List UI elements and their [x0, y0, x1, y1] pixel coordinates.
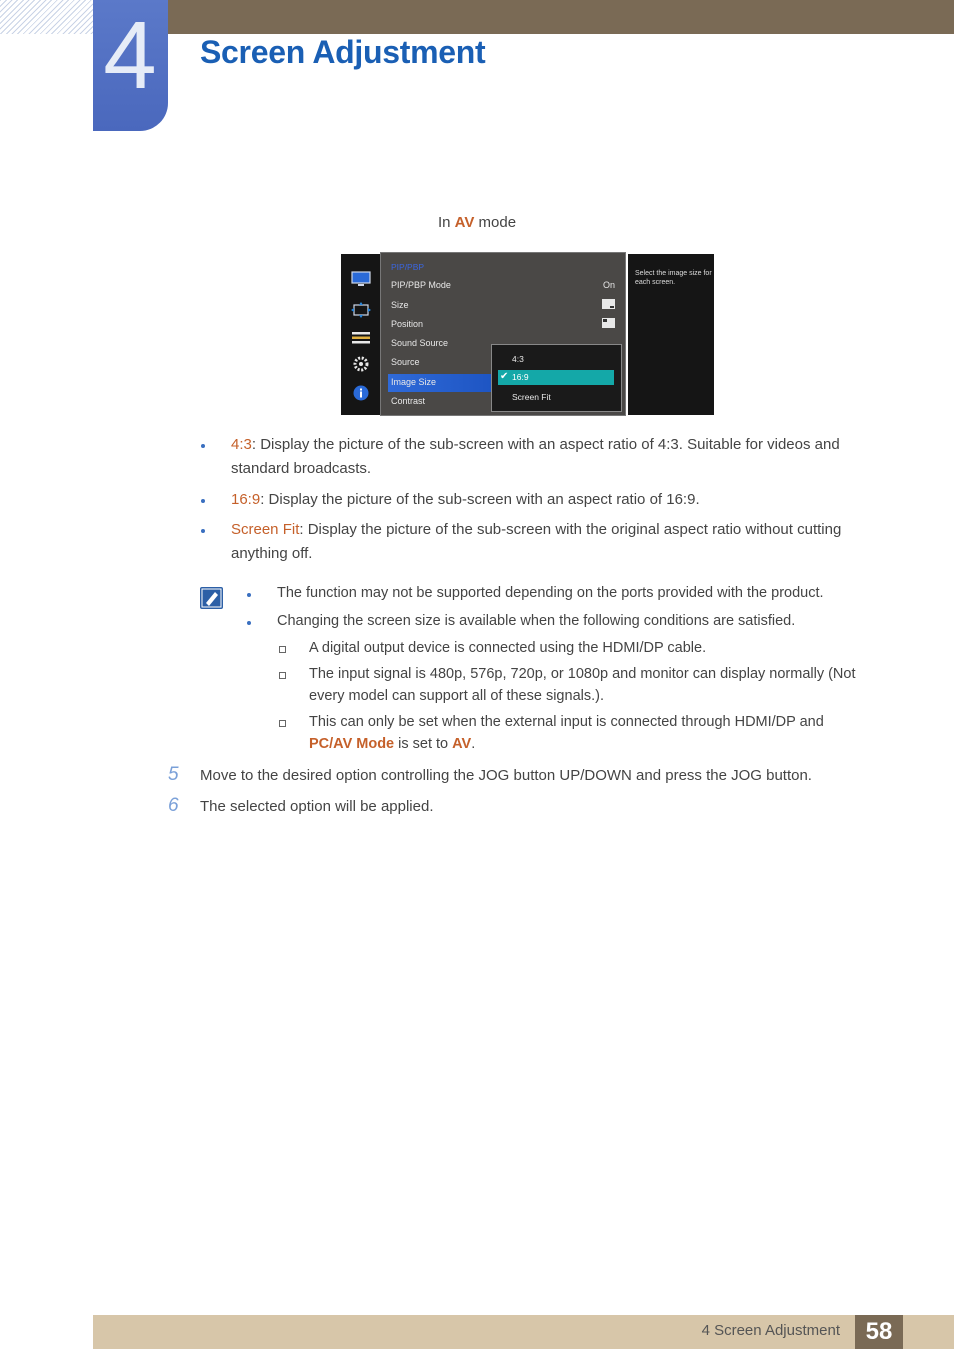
footer-chapter-label: 4 Screen Adjustment [701, 1322, 840, 1339]
note-pencil-icon [200, 587, 223, 609]
image-size-popup [491, 344, 622, 412]
note-sub-item-2: The input signal is 480p, 576p, 720p, or 1080p and monitor can display normally (Not every model can support all of these signals.). [309, 666, 856, 704]
note-item-1: The function may not be supported depending on the ports provided with the product. [277, 585, 824, 601]
osd-item-size[interactable]: Size [391, 300, 409, 310]
note-item-2: Changing the screen size is available when the following conditions are satisfied. [277, 613, 796, 629]
osd-item-position[interactable]: Position [391, 319, 424, 329]
footer-bar [93, 1315, 954, 1349]
bullet-dot [201, 529, 205, 533]
checkmark-icon: ✔ [500, 371, 509, 382]
page-number: 58 [855, 1315, 903, 1349]
bullet-dot [201, 444, 205, 448]
step-text-5: Move to the desired option controlling the JOG button UP/DOWN and press the JOG button. [200, 767, 812, 784]
bullet-16-9: 16:9: Display the picture of the sub-screen with an aspect ratio of 16:9. [231, 491, 700, 508]
step-number-5: 5 [168, 764, 179, 785]
size-preview-icon [602, 299, 615, 309]
bullet-dot [201, 499, 205, 503]
osd-menu-header: PIP/PBP [391, 262, 425, 272]
position-preview-icon [602, 318, 615, 328]
resize-icon [351, 302, 371, 318]
osd-help-text: Select the image size for each screen. [635, 270, 712, 286]
step-number-6: 6 [168, 795, 179, 816]
bullet-screen-fit: Screen Fit: Display the picture of the sub-screen with the original aspect ratio without cutting anything off. [231, 521, 842, 562]
page-title: Screen Adjustment [200, 34, 486, 70]
osd-item-source[interactable]: Source [391, 357, 420, 367]
menu-lines-icon [351, 330, 371, 346]
info-icon [351, 385, 371, 401]
header-bar [168, 0, 954, 34]
osd-item-pip-mode[interactable]: PIP/PBP Mode [391, 280, 451, 290]
chapter-number: 4 [103, 2, 157, 109]
popup-option-16-9-selected[interactable]: ✔ 16:9 [498, 370, 614, 385]
osd-help-panel [628, 254, 714, 415]
bullet-4-3: 4:3: Display the picture of the sub-screen with an aspect ratio of 4:3. Suitable for videos and standard broadcasts. [231, 436, 840, 477]
osd-item-sound-source[interactable]: Sound Source [391, 338, 449, 348]
note-bullet-dot [247, 621, 251, 625]
monitor-icon [351, 271, 371, 287]
osd-icon-column [341, 254, 380, 415]
gear-icon [351, 356, 371, 372]
note-sub-item-3: This can only be set when the external input is connected through HDMI/DP and PC/AV Mode is set to AV. [309, 714, 824, 752]
popup-option-screen-fit[interactable]: Screen Fit [512, 392, 551, 402]
note-sub-item-1: A digital output device is connected using the HDMI/DP cable. [309, 640, 707, 656]
note-bullet-dot [247, 593, 251, 597]
header-hatch-decoration [0, 0, 93, 34]
osd-item-contrast[interactable]: Contrast [391, 396, 426, 406]
osd-item-image-size[interactable]: Image Size [391, 377, 437, 387]
mode-caption: In AV mode [437, 214, 517, 231]
sub-bullet-square [279, 672, 286, 679]
popup-option-4-3[interactable]: 4:3 [512, 354, 524, 364]
sub-bullet-square [279, 720, 286, 727]
sub-bullet-square [279, 646, 286, 653]
osd-menu-panel [380, 252, 626, 416]
osd-pip-mode-value: On [602, 280, 615, 290]
step-text-6: The selected option will be applied. [200, 798, 434, 815]
